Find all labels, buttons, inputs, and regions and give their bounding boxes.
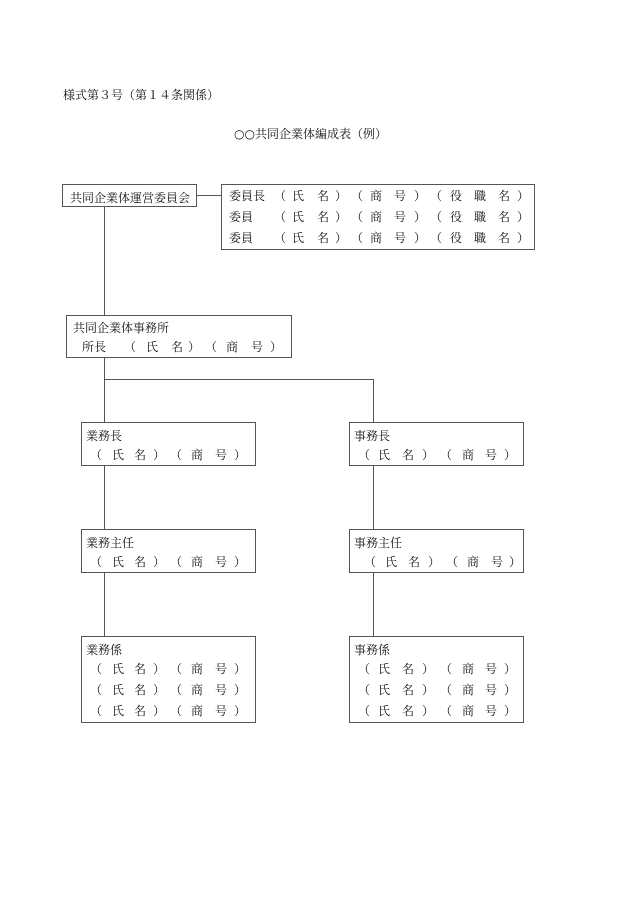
cell: （	[364, 555, 377, 569]
cell: 号	[485, 704, 498, 718]
cell: 職	[474, 189, 487, 203]
cell: ）	[517, 189, 530, 203]
cell: （	[124, 340, 137, 354]
cell: 商	[467, 555, 480, 569]
cell: 名	[498, 231, 511, 245]
right-chief-manager-connector	[373, 465, 374, 530]
cell: ）	[153, 683, 166, 697]
person-row	[82, 682, 257, 698]
cell: 商	[462, 683, 475, 697]
right-chief-label: 事務長	[354, 429, 391, 443]
cell: （	[430, 189, 443, 203]
office-head-row	[67, 339, 293, 355]
cell: 号	[215, 448, 228, 462]
cell: 商	[462, 448, 475, 462]
cell: 氏	[112, 555, 125, 569]
cell: ）	[422, 662, 435, 676]
member-role: 委員長	[229, 189, 266, 203]
cell: （	[170, 448, 183, 462]
person-row	[350, 447, 525, 463]
cell: ）	[335, 189, 348, 203]
cell: 氏	[378, 704, 391, 718]
cell: （	[170, 683, 183, 697]
left-manager-label: 業務主任	[86, 536, 135, 550]
cell: （	[274, 231, 287, 245]
cell: 名	[134, 448, 147, 462]
cell: ）	[504, 683, 517, 697]
cell: 職	[474, 231, 487, 245]
cell: 商	[191, 555, 204, 569]
cell: ）	[422, 704, 435, 718]
cell: ）	[335, 210, 348, 224]
cell: （	[274, 189, 287, 203]
cell: （	[440, 448, 453, 462]
cell: ）	[414, 210, 427, 224]
right-manager-box	[349, 529, 524, 573]
committee-box	[62, 184, 197, 207]
cell: 号	[485, 662, 498, 676]
cell: 号	[491, 555, 504, 569]
cell: 号	[394, 189, 407, 203]
right-manager-label: 事務主任	[354, 536, 403, 550]
cell: 号	[215, 555, 228, 569]
cell: （	[358, 448, 371, 462]
cell: ）	[422, 448, 435, 462]
cell: 氏	[292, 231, 305, 245]
cell: ）	[153, 662, 166, 676]
left-chief-box	[81, 422, 256, 466]
member-role: 委員	[229, 231, 254, 245]
left-manager-box	[81, 529, 256, 573]
cell: （	[440, 662, 453, 676]
cell: ）	[414, 189, 427, 203]
cell: 商	[226, 340, 239, 354]
cell: （	[351, 189, 364, 203]
cell: ）	[234, 448, 247, 462]
committee-member-row	[222, 188, 536, 204]
cell: 商	[191, 448, 204, 462]
cell: 氏	[112, 662, 125, 676]
cell: 職	[474, 210, 487, 224]
committee-members-box	[221, 184, 535, 250]
cell: 号	[251, 340, 264, 354]
cell: 役	[450, 189, 463, 203]
cell: （	[274, 210, 287, 224]
cell: ）	[504, 662, 517, 676]
person-row	[350, 682, 525, 698]
cell: ）	[422, 683, 435, 697]
left-chief-label: 業務長	[86, 429, 123, 443]
cell: （	[170, 662, 183, 676]
committee-member-row	[222, 230, 536, 246]
cell: 名	[171, 340, 184, 354]
cell: 商	[191, 683, 204, 697]
cell: （	[90, 683, 103, 697]
cell: ）	[270, 340, 283, 354]
cell: ）	[153, 555, 166, 569]
cell: 氏	[292, 189, 305, 203]
office-label: 共同企業体事務所	[73, 321, 170, 335]
cell: 号	[485, 448, 498, 462]
left-chief-manager-connector	[104, 465, 105, 530]
left-manager-staff-connector	[104, 572, 105, 637]
left-staff-box	[81, 636, 256, 723]
cell: 名	[402, 662, 415, 676]
cell: 名	[317, 189, 330, 203]
cell: 氏	[292, 210, 305, 224]
cell: 商	[370, 189, 383, 203]
cell: 商	[370, 231, 383, 245]
cell: （	[170, 704, 183, 718]
cell: 号	[215, 704, 228, 718]
cell: （	[440, 704, 453, 718]
cell: 商	[462, 662, 475, 676]
person-row	[82, 703, 257, 719]
cell: ）	[188, 340, 201, 354]
office-head-role: 所長	[82, 340, 107, 354]
cell: 名	[402, 683, 415, 697]
cell: 名	[134, 662, 147, 676]
cell: 号	[394, 210, 407, 224]
person-row	[350, 661, 525, 677]
cell: 氏	[146, 340, 159, 354]
cell: （	[358, 662, 371, 676]
committee-office-connector	[104, 206, 105, 315]
cell: 号	[215, 662, 228, 676]
cell: 氏	[378, 448, 391, 462]
cell: （	[170, 555, 183, 569]
committee-member-row	[222, 209, 536, 225]
cell: 名	[134, 555, 147, 569]
cell: ）	[414, 231, 427, 245]
cell: ）	[517, 231, 530, 245]
cell: ）	[509, 555, 522, 569]
person-row	[82, 661, 257, 677]
cell: 役	[450, 231, 463, 245]
cell: 氏	[112, 683, 125, 697]
cell: 号	[215, 683, 228, 697]
cell: （	[90, 662, 103, 676]
committee-connector-h	[196, 195, 222, 196]
member-role: 委員	[229, 210, 254, 224]
cell: （	[205, 340, 218, 354]
cell: 名	[498, 210, 511, 224]
left-staff-label: 業務係	[86, 643, 123, 657]
cell: 号	[394, 231, 407, 245]
cell: ）	[153, 704, 166, 718]
person-row	[82, 447, 257, 463]
cell: （	[430, 231, 443, 245]
office-box	[66, 315, 292, 358]
office-left-connector	[104, 357, 105, 423]
cell: 名	[317, 210, 330, 224]
cell: 名	[134, 683, 147, 697]
cell: 商	[462, 704, 475, 718]
committee-label: 共同企業体運営委員会	[70, 191, 191, 205]
cell: 名	[402, 448, 415, 462]
cell: 名	[402, 704, 415, 718]
cell: ）	[234, 662, 247, 676]
cell: 商	[191, 662, 204, 676]
cell: 氏	[378, 683, 391, 697]
cell: （	[358, 683, 371, 697]
cell: ）	[517, 210, 530, 224]
right-chief-box	[349, 422, 524, 466]
person-row	[350, 554, 525, 570]
cell: （	[90, 448, 103, 462]
cell: ）	[504, 448, 517, 462]
cell: （	[351, 231, 364, 245]
cell: ）	[504, 704, 517, 718]
office-right-connector	[373, 379, 374, 423]
cell: 名	[498, 189, 511, 203]
document-title: ○○共同企業体編成表（例）	[234, 127, 387, 141]
cell: ）	[234, 555, 247, 569]
cell: 名	[317, 231, 330, 245]
cell: ）	[335, 231, 348, 245]
right-manager-staff-connector	[373, 572, 374, 637]
cell: 氏	[385, 555, 398, 569]
cell: 名	[134, 704, 147, 718]
cell: 商	[191, 704, 204, 718]
cell: 名	[408, 555, 421, 569]
cell: （	[90, 555, 103, 569]
cell: ）	[234, 683, 247, 697]
cell: （	[351, 210, 364, 224]
cell: 号	[485, 683, 498, 697]
cell: （	[446, 555, 459, 569]
cell: 氏	[112, 448, 125, 462]
cell: 商	[370, 210, 383, 224]
form-number: 様式第３号（第１４条関係）	[63, 88, 220, 102]
cell: （	[440, 683, 453, 697]
right-staff-box	[349, 636, 524, 723]
branch-split-connector	[104, 379, 374, 380]
person-row	[82, 554, 257, 570]
cell: ）	[153, 448, 166, 462]
person-row	[350, 703, 525, 719]
cell: 氏	[378, 662, 391, 676]
cell: （	[90, 704, 103, 718]
cell: 役	[450, 210, 463, 224]
right-staff-label: 事務係	[354, 643, 391, 657]
cell: （	[358, 704, 371, 718]
cell: 氏	[112, 704, 125, 718]
cell: ）	[234, 704, 247, 718]
cell: ）	[428, 555, 441, 569]
cell: （	[430, 210, 443, 224]
